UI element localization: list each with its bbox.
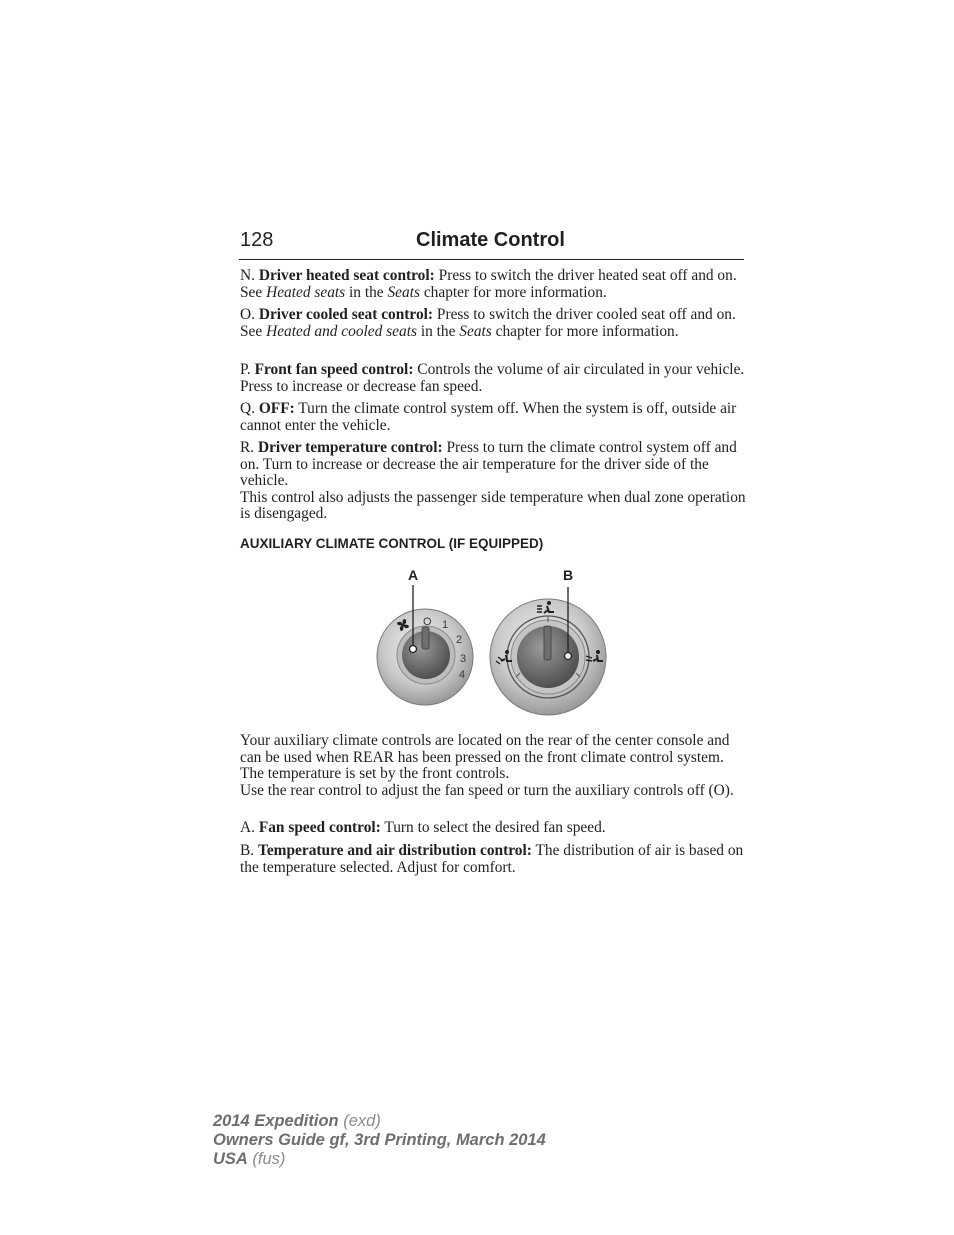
intro-paragraphs	[240, 733, 750, 799]
item-letter: N.	[240, 267, 255, 284]
item-b	[240, 843, 750, 876]
cross-reference: Heated seats	[266, 283, 346, 301]
item-r	[240, 440, 750, 523]
item-text: Press to turn the climate control system off and on. Turn to increase or decrease the air temperature for the driver side of the vehicle.	[240, 439, 737, 489]
callout-label-b: B	[563, 567, 574, 583]
fan-mark-3: 3	[460, 653, 467, 665]
item-a	[240, 820, 750, 837]
item-text: Press to switch the driver heated seat off and on. See	[240, 267, 737, 301]
callout-label-a: A	[408, 567, 419, 583]
item-term: Driver heated seat control:	[258, 267, 435, 284]
page-footer	[213, 1112, 546, 1169]
item-p	[240, 362, 750, 395]
temp-knob-grip	[544, 626, 551, 660]
item-letter: A.	[240, 819, 255, 836]
paragraph: Your auxiliary climate controls are located on the rear of the center console and can be used when REAR has been pressed on the front climate control system. The temperature is set by the front controls.	[240, 732, 730, 782]
section-heading: AUXILIARY CLIMATE CONTROL (IF EQUIPPED)	[240, 536, 544, 551]
control-illustration	[370, 565, 620, 717]
item-text: The distribution of air is based on the temperature selected. Adjust for comfort.	[240, 842, 744, 876]
footer-printing: Owners Guide gf, 3rd Printing, March 2014	[213, 1131, 546, 1149]
fan-mark-off: O	[423, 616, 432, 628]
item-term: OFF:	[258, 400, 295, 417]
callout-dot-a	[410, 646, 417, 653]
item-term: Front fan speed control:	[254, 361, 414, 378]
auxiliary-control-figure	[370, 565, 620, 717]
page-header	[239, 229, 744, 260]
item-text: chapter for more information.	[491, 322, 679, 340]
fan-knob-grip	[422, 627, 429, 649]
item-text: Controls the volume of air circulated in your vehicle. Press to increase or decrease fan speed.	[240, 361, 745, 395]
item-text: chapter for more information.	[419, 283, 607, 301]
item-letter: B.	[240, 842, 255, 859]
item-text: in the	[345, 283, 388, 301]
footer-region-code: (fus)	[247, 1150, 286, 1168]
item-term: Fan speed control:	[258, 819, 381, 836]
item-text: Turn to select the desired fan speed.	[380, 819, 606, 836]
footer-code: (exd)	[338, 1112, 381, 1130]
page-number: 128	[240, 229, 274, 251]
fan-mark-1: 1	[442, 619, 449, 631]
item-letter: R.	[240, 439, 255, 456]
item-letter: O.	[240, 306, 255, 323]
paragraph: Use the rear control to adjust the fan speed or turn the auxiliary controls off (O).	[240, 781, 734, 799]
footer-model: 2014 Expedition	[213, 1112, 339, 1130]
cross-reference: Seats	[387, 283, 420, 301]
callout-dot-b	[565, 653, 572, 660]
item-term: Driver temperature control:	[257, 439, 443, 456]
item-text: Turn the climate control system off. When the system is off, outside air cannot enter the vehicle.	[240, 400, 737, 434]
page-title: Climate Control	[416, 229, 565, 251]
cross-reference: Seats	[459, 322, 492, 340]
item-n	[240, 268, 750, 301]
item-text: Press to switch the driver cooled seat off and on. See	[240, 306, 736, 340]
fan-mark-2: 2	[456, 634, 463, 646]
footer-region: USA	[213, 1150, 248, 1168]
item-q	[240, 401, 750, 434]
fan-mark-4: 4	[459, 669, 466, 681]
item-note: This control also adjusts the passenger side temperature when dual zone operation is disengaged.	[240, 488, 746, 522]
item-o	[240, 307, 750, 340]
item-letter: P.	[240, 361, 251, 378]
cross-reference: Heated and cooled seats	[266, 322, 417, 340]
item-term: Driver cooled seat control:	[258, 306, 434, 323]
item-letter: Q.	[240, 400, 255, 417]
item-term: Temperature and air distribution control:	[257, 842, 532, 859]
item-text: in the	[416, 322, 460, 340]
